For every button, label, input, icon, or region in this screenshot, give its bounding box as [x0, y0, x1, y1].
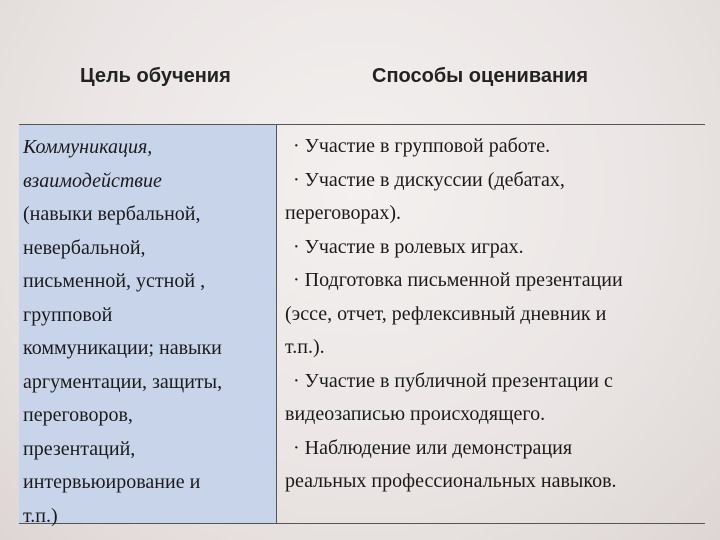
goal-line: Коммуникация, [23, 136, 153, 158]
method-line: · Участие в групповой работе. [293, 135, 551, 157]
method-line: · Подготовка письменной презентации [293, 269, 623, 291]
method-line: т.п.). [285, 336, 325, 358]
header-assessment-methods: Способы оценивания [372, 65, 589, 87]
method-line: · Наблюдение или демонстрация [293, 436, 573, 459]
goal-line: (навыки вербальной, [23, 203, 201, 225]
header-learning-goal: Цель обучения [80, 65, 231, 87]
method-line: переговорах). [285, 202, 402, 224]
method-line: · Участие в ролевых играх. [293, 235, 524, 258]
goal-line: невербальной, [23, 236, 146, 259]
method-line: · Участие в публичной презентации с [293, 369, 613, 392]
column-divider [276, 125, 277, 523]
method-line: видеозаписью происходящего. [285, 403, 546, 425]
assessment-methods-text [285, 130, 700, 499]
method-line: реальных профессиональных навыков. [285, 470, 617, 492]
goal-line: переговоров, [23, 404, 133, 426]
goal-line: письменной, устной , [23, 270, 206, 292]
goal-line: т.п.) [23, 504, 58, 527]
goal-line: презентаций, [23, 437, 136, 460]
goal-line: взаимодействие [23, 169, 162, 192]
goal-line: групповой [23, 303, 113, 326]
method-line: · Участие в дискуссии (дебатах, [293, 168, 565, 191]
goal-line: аргументации, защиты, [23, 370, 223, 393]
goal-line: интервьюирование и [23, 471, 201, 493]
learning-goal-text [23, 131, 275, 533]
goal-line: коммуникации; навыки [23, 337, 222, 359]
method-line: (эссе, отчет, рефлексивный дневник и [285, 302, 607, 325]
table-header [0, 56, 720, 96]
